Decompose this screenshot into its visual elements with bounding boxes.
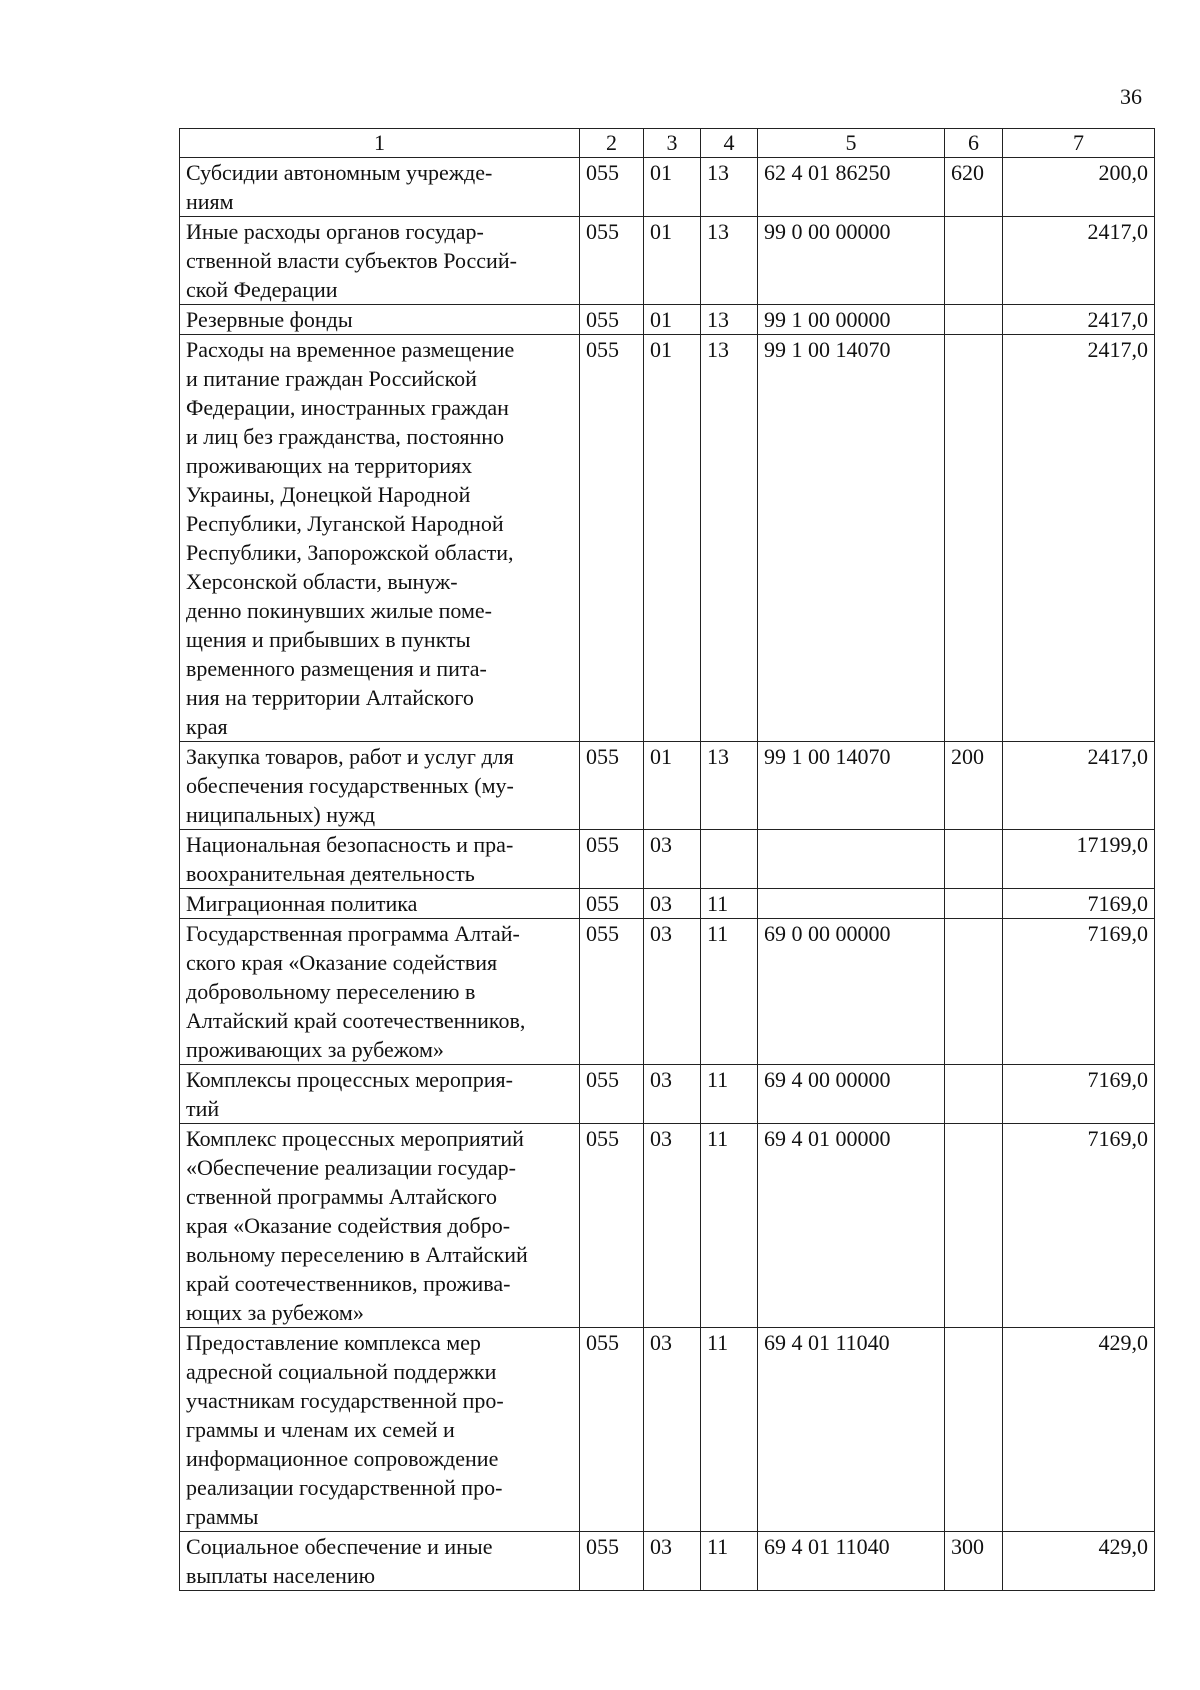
description-line: «Обеспечение реализации государ- bbox=[186, 1155, 516, 1180]
section-code: 01 bbox=[644, 335, 701, 742]
table-row bbox=[180, 217, 1155, 305]
target-article-code bbox=[758, 830, 945, 889]
description-line: ниципальных) нужд bbox=[186, 802, 376, 827]
subsection-code: 13 bbox=[701, 742, 758, 830]
target-article-code bbox=[758, 889, 945, 919]
description-line: денно покинувших жилые поме- bbox=[186, 598, 492, 623]
subsection-code: 13 bbox=[701, 305, 758, 335]
target-article-code: 69 4 01 11040 bbox=[758, 1532, 945, 1591]
budget-table bbox=[179, 128, 1155, 1591]
description-line: края «Оказание содействия добро- bbox=[186, 1213, 511, 1238]
section-code: 03 bbox=[644, 889, 701, 919]
table-row bbox=[180, 158, 1155, 217]
target-article-code: 99 0 00 00000 bbox=[758, 217, 945, 305]
section-code: 03 bbox=[644, 1065, 701, 1124]
description-line: Предоставление комплекса мер bbox=[186, 1330, 481, 1355]
expense-description bbox=[180, 830, 580, 889]
section-code: 03 bbox=[644, 1328, 701, 1532]
subsection-code: 11 bbox=[701, 1124, 758, 1328]
description-line: и лиц без гражданства, постоянно bbox=[186, 424, 505, 449]
description-line: ниям bbox=[186, 189, 234, 214]
ministry-code: 055 bbox=[580, 919, 644, 1065]
description-line: Резервные фонды bbox=[186, 307, 353, 332]
description-line: Миграционная политика bbox=[186, 891, 418, 916]
description-line: временного размещения и пита- bbox=[186, 656, 487, 681]
table-row bbox=[180, 830, 1155, 889]
section-code: 03 bbox=[644, 1532, 701, 1591]
column-header: 7 bbox=[1003, 129, 1155, 158]
expense-description bbox=[180, 742, 580, 830]
ministry-code: 055 bbox=[580, 335, 644, 742]
amount: 2417,0 bbox=[1003, 335, 1155, 742]
description-line: Республики, Луганской Народной bbox=[186, 511, 504, 536]
expense-type-code bbox=[945, 1124, 1003, 1328]
description-line: Национальная безопасность и пра- bbox=[186, 832, 514, 857]
expense-description bbox=[180, 335, 580, 742]
description-line: проживающих за рубежом» bbox=[186, 1037, 444, 1062]
description-line: щения и прибывших в пункты bbox=[186, 627, 471, 652]
description-line: граммы и членам их семей и bbox=[186, 1417, 455, 1442]
expense-description bbox=[180, 1124, 580, 1328]
target-article-code: 99 1 00 00000 bbox=[758, 305, 945, 335]
expense-type-code bbox=[945, 1328, 1003, 1532]
description-line: Комплексы процессных мероприя- bbox=[186, 1067, 513, 1092]
table-row bbox=[180, 335, 1155, 742]
description-line: тий bbox=[186, 1096, 220, 1121]
target-article-code: 99 1 00 14070 bbox=[758, 335, 945, 742]
section-code: 03 bbox=[644, 830, 701, 889]
description-line: Социальное обеспечение и иные bbox=[186, 1534, 493, 1559]
expense-type-code bbox=[945, 919, 1003, 1065]
description-line: и питание граждан Российской bbox=[186, 366, 477, 391]
amount: 200,0 bbox=[1003, 158, 1155, 217]
description-line: добровольному переселению в bbox=[186, 979, 476, 1004]
ministry-code: 055 bbox=[580, 158, 644, 217]
subsection-code: 11 bbox=[701, 1532, 758, 1591]
description-line: Закупка товаров, работ и услуг для bbox=[186, 744, 514, 769]
description-line: Субсидии автономным учрежде- bbox=[186, 160, 493, 185]
amount: 7169,0 bbox=[1003, 1124, 1155, 1328]
description-line: край соотечественников, прожива- bbox=[186, 1271, 511, 1296]
expense-type-code: 300 bbox=[945, 1532, 1003, 1591]
description-line: реализации государственной про- bbox=[186, 1475, 503, 1500]
description-line: Федерации, иностранных граждан bbox=[186, 395, 509, 420]
expense-type-code bbox=[945, 1065, 1003, 1124]
description-line: информационное сопровождение bbox=[186, 1446, 499, 1471]
amount: 429,0 bbox=[1003, 1532, 1155, 1591]
subsection-code: 11 bbox=[701, 1328, 758, 1532]
expense-description bbox=[180, 919, 580, 1065]
table-header-row bbox=[180, 129, 1155, 158]
amount: 7169,0 bbox=[1003, 919, 1155, 1065]
expense-description bbox=[180, 1328, 580, 1532]
expense-type-code: 620 bbox=[945, 158, 1003, 217]
section-code: 03 bbox=[644, 1124, 701, 1328]
description-line: края bbox=[186, 714, 228, 739]
column-header: 4 bbox=[701, 129, 758, 158]
ministry-code: 055 bbox=[580, 1124, 644, 1328]
table-row bbox=[180, 1065, 1155, 1124]
target-article-code: 69 4 01 00000 bbox=[758, 1124, 945, 1328]
ministry-code: 055 bbox=[580, 217, 644, 305]
expense-type-code bbox=[945, 830, 1003, 889]
column-header: 6 bbox=[945, 129, 1003, 158]
description-line: воохранительная деятельность bbox=[186, 861, 475, 886]
description-line: Расходы на временное размещение bbox=[186, 337, 515, 362]
subsection-code: 11 bbox=[701, 889, 758, 919]
table-row bbox=[180, 889, 1155, 919]
amount: 17199,0 bbox=[1003, 830, 1155, 889]
description-line: ского края «Оказание содействия bbox=[186, 950, 498, 975]
description-line: участникам государственной про- bbox=[186, 1388, 504, 1413]
table-row bbox=[180, 1532, 1155, 1591]
expense-description bbox=[180, 1065, 580, 1124]
expense-description bbox=[180, 889, 580, 919]
table-row bbox=[180, 1328, 1155, 1532]
description-line: Иные расходы органов государ- bbox=[186, 219, 484, 244]
section-code: 01 bbox=[644, 742, 701, 830]
expense-type-code bbox=[945, 217, 1003, 305]
expense-description bbox=[180, 305, 580, 335]
column-header: 1 bbox=[180, 129, 580, 158]
description-line: ской Федерации bbox=[186, 277, 338, 302]
ministry-code: 055 bbox=[580, 305, 644, 335]
amount: 2417,0 bbox=[1003, 217, 1155, 305]
section-code: 01 bbox=[644, 305, 701, 335]
subsection-code: 11 bbox=[701, 1065, 758, 1124]
subsection-code: 13 bbox=[701, 158, 758, 217]
ministry-code: 055 bbox=[580, 1532, 644, 1591]
description-line: граммы bbox=[186, 1504, 259, 1529]
table-row bbox=[180, 1124, 1155, 1328]
description-line: Украины, Донецкой Народной bbox=[186, 482, 471, 507]
description-line: адресной социальной поддержки bbox=[186, 1359, 497, 1384]
description-line: Государственная программа Алтай- bbox=[186, 921, 520, 946]
description-line: ния на территории Алтайского bbox=[186, 685, 474, 710]
description-line: вольному переселению в Алтайский bbox=[186, 1242, 528, 1267]
table-row bbox=[180, 305, 1155, 335]
ministry-code: 055 bbox=[580, 742, 644, 830]
description-line: Херсонской области, вынуж- bbox=[186, 569, 458, 594]
expense-type-code bbox=[945, 305, 1003, 335]
expense-description bbox=[180, 158, 580, 217]
section-code: 01 bbox=[644, 217, 701, 305]
amount: 2417,0 bbox=[1003, 742, 1155, 830]
amount: 7169,0 bbox=[1003, 1065, 1155, 1124]
ministry-code: 055 bbox=[580, 1328, 644, 1532]
ministry-code: 055 bbox=[580, 1065, 644, 1124]
description-line: выплаты населению bbox=[186, 1563, 376, 1588]
column-header: 3 bbox=[644, 129, 701, 158]
table-row bbox=[180, 919, 1155, 1065]
expense-type-code: 200 bbox=[945, 742, 1003, 830]
table-body bbox=[180, 158, 1155, 1591]
column-header: 5 bbox=[758, 129, 945, 158]
amount: 7169,0 bbox=[1003, 889, 1155, 919]
subsection-code bbox=[701, 830, 758, 889]
target-article-code: 62 4 01 86250 bbox=[758, 158, 945, 217]
amount: 429,0 bbox=[1003, 1328, 1155, 1532]
target-article-code: 99 1 00 14070 bbox=[758, 742, 945, 830]
page-number: 36 bbox=[1120, 84, 1142, 109]
target-article-code: 69 0 00 00000 bbox=[758, 919, 945, 1065]
description-line: Республики, Запорожской области, bbox=[186, 540, 514, 565]
expense-description bbox=[180, 1532, 580, 1591]
amount: 2417,0 bbox=[1003, 305, 1155, 335]
target-article-code: 69 4 01 11040 bbox=[758, 1328, 945, 1532]
description-line: ственной власти субъектов Россий- bbox=[186, 248, 517, 273]
subsection-code: 13 bbox=[701, 335, 758, 742]
subsection-code: 11 bbox=[701, 919, 758, 1065]
table-row bbox=[180, 742, 1155, 830]
target-article-code: 69 4 00 00000 bbox=[758, 1065, 945, 1124]
expense-type-code bbox=[945, 335, 1003, 742]
subsection-code: 13 bbox=[701, 217, 758, 305]
section-code: 01 bbox=[644, 158, 701, 217]
ministry-code: 055 bbox=[580, 889, 644, 919]
description-line: ющих за рубежом» bbox=[186, 1300, 364, 1325]
ministry-code: 055 bbox=[580, 830, 644, 889]
section-code: 03 bbox=[644, 919, 701, 1065]
description-line: проживающих на территориях bbox=[186, 453, 473, 478]
description-line: Комплекс процессных мероприятий bbox=[186, 1126, 524, 1151]
expense-type-code bbox=[945, 889, 1003, 919]
description-line: Алтайский край соотечественников, bbox=[186, 1008, 526, 1033]
expense-description bbox=[180, 217, 580, 305]
description-line: обеспечения государственных (му- bbox=[186, 773, 514, 798]
description-line: ственной программы Алтайского bbox=[186, 1184, 498, 1209]
column-header: 2 bbox=[580, 129, 644, 158]
